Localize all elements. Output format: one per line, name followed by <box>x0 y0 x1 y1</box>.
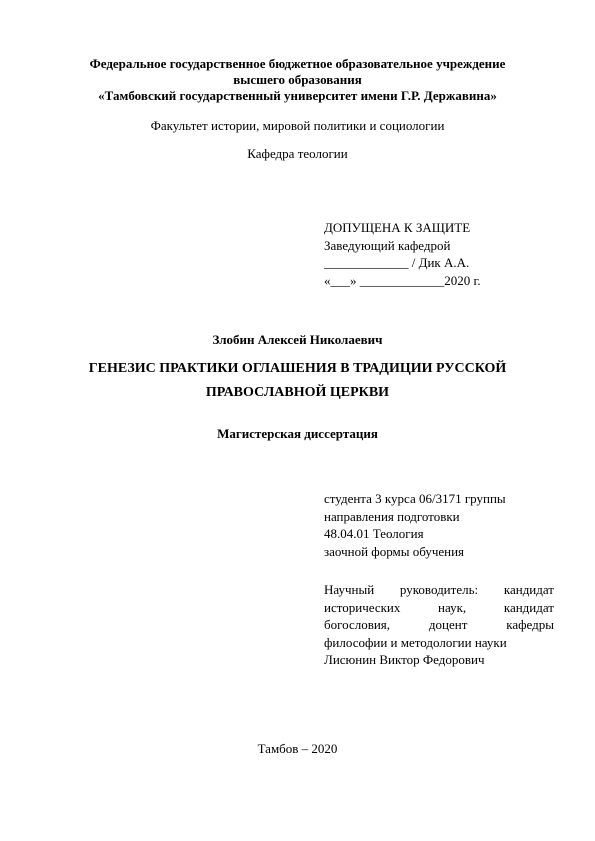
approval-block <box>324 219 554 289</box>
institution-line-3: «Тамбовский государственный университет имени Г.Р. Державина» <box>98 88 497 103</box>
student-info-block <box>324 490 554 560</box>
student-specialty: 48.04.01 Теология <box>324 526 424 541</box>
supervisor-block <box>324 581 554 669</box>
supervisor-line-4: философии и методологии науки <box>324 634 507 650</box>
institution-line-1: Федеральное государственное бюджетное образовательное учреждение <box>89 56 506 71</box>
approval-title: ДОПУЩЕНА К ЗАЩИТЕ <box>324 220 471 235</box>
supervisor-word: Научный <box>324 582 375 597</box>
student-course: студента 3 курса 06/3171 группы <box>324 491 506 506</box>
student-study-form: заочной формы обучения <box>324 543 465 559</box>
supervisor-word: кафедры <box>506 617 554 632</box>
supervisor-word: доцент <box>428 617 468 632</box>
author-name: Злобин Алексей Николаевич <box>212 332 383 347</box>
approval-date: «___» _____________2020 г. <box>324 272 481 288</box>
supervisor-name: Лисюнин Виктор Федорович <box>324 652 485 667</box>
city-year: Тамбов – 2020 <box>257 741 338 756</box>
institution-line-2: высшего образования <box>233 72 362 87</box>
approval-position: Заведующий кафедрой <box>324 237 451 253</box>
work-type: Магистерская диссертация <box>217 426 378 441</box>
faculty-name: Факультет истории, мировой политики и социологии <box>150 118 445 133</box>
supervisor-word: богословия, <box>324 617 391 632</box>
supervisor-word: наук, <box>438 599 467 615</box>
thesis-title-line-1: ГЕНЕЗИС ПРАКТИКИ ОГЛАШЕНИЯ В ТРАДИЦИИ РУССКОЙ <box>88 361 507 376</box>
student-direction: направления подготовки <box>324 508 460 524</box>
department-name: Кафедра теологии <box>247 146 348 161</box>
supervisor-word: исторических <box>324 599 401 615</box>
supervisor-line-1 <box>324 581 554 599</box>
supervisor-word: кандидат <box>503 599 554 615</box>
supervisor-line-2 <box>324 599 554 617</box>
supervisor-line-3 <box>324 616 554 634</box>
supervisor-word: кандидат <box>503 582 554 597</box>
supervisor-word: руководитель: <box>399 582 479 597</box>
thesis-title-line-2: ПРАВОСЛАВНОЙ ЦЕРКВИ <box>205 385 390 400</box>
approval-signature: _____________ / Дик А.А. <box>324 255 470 270</box>
